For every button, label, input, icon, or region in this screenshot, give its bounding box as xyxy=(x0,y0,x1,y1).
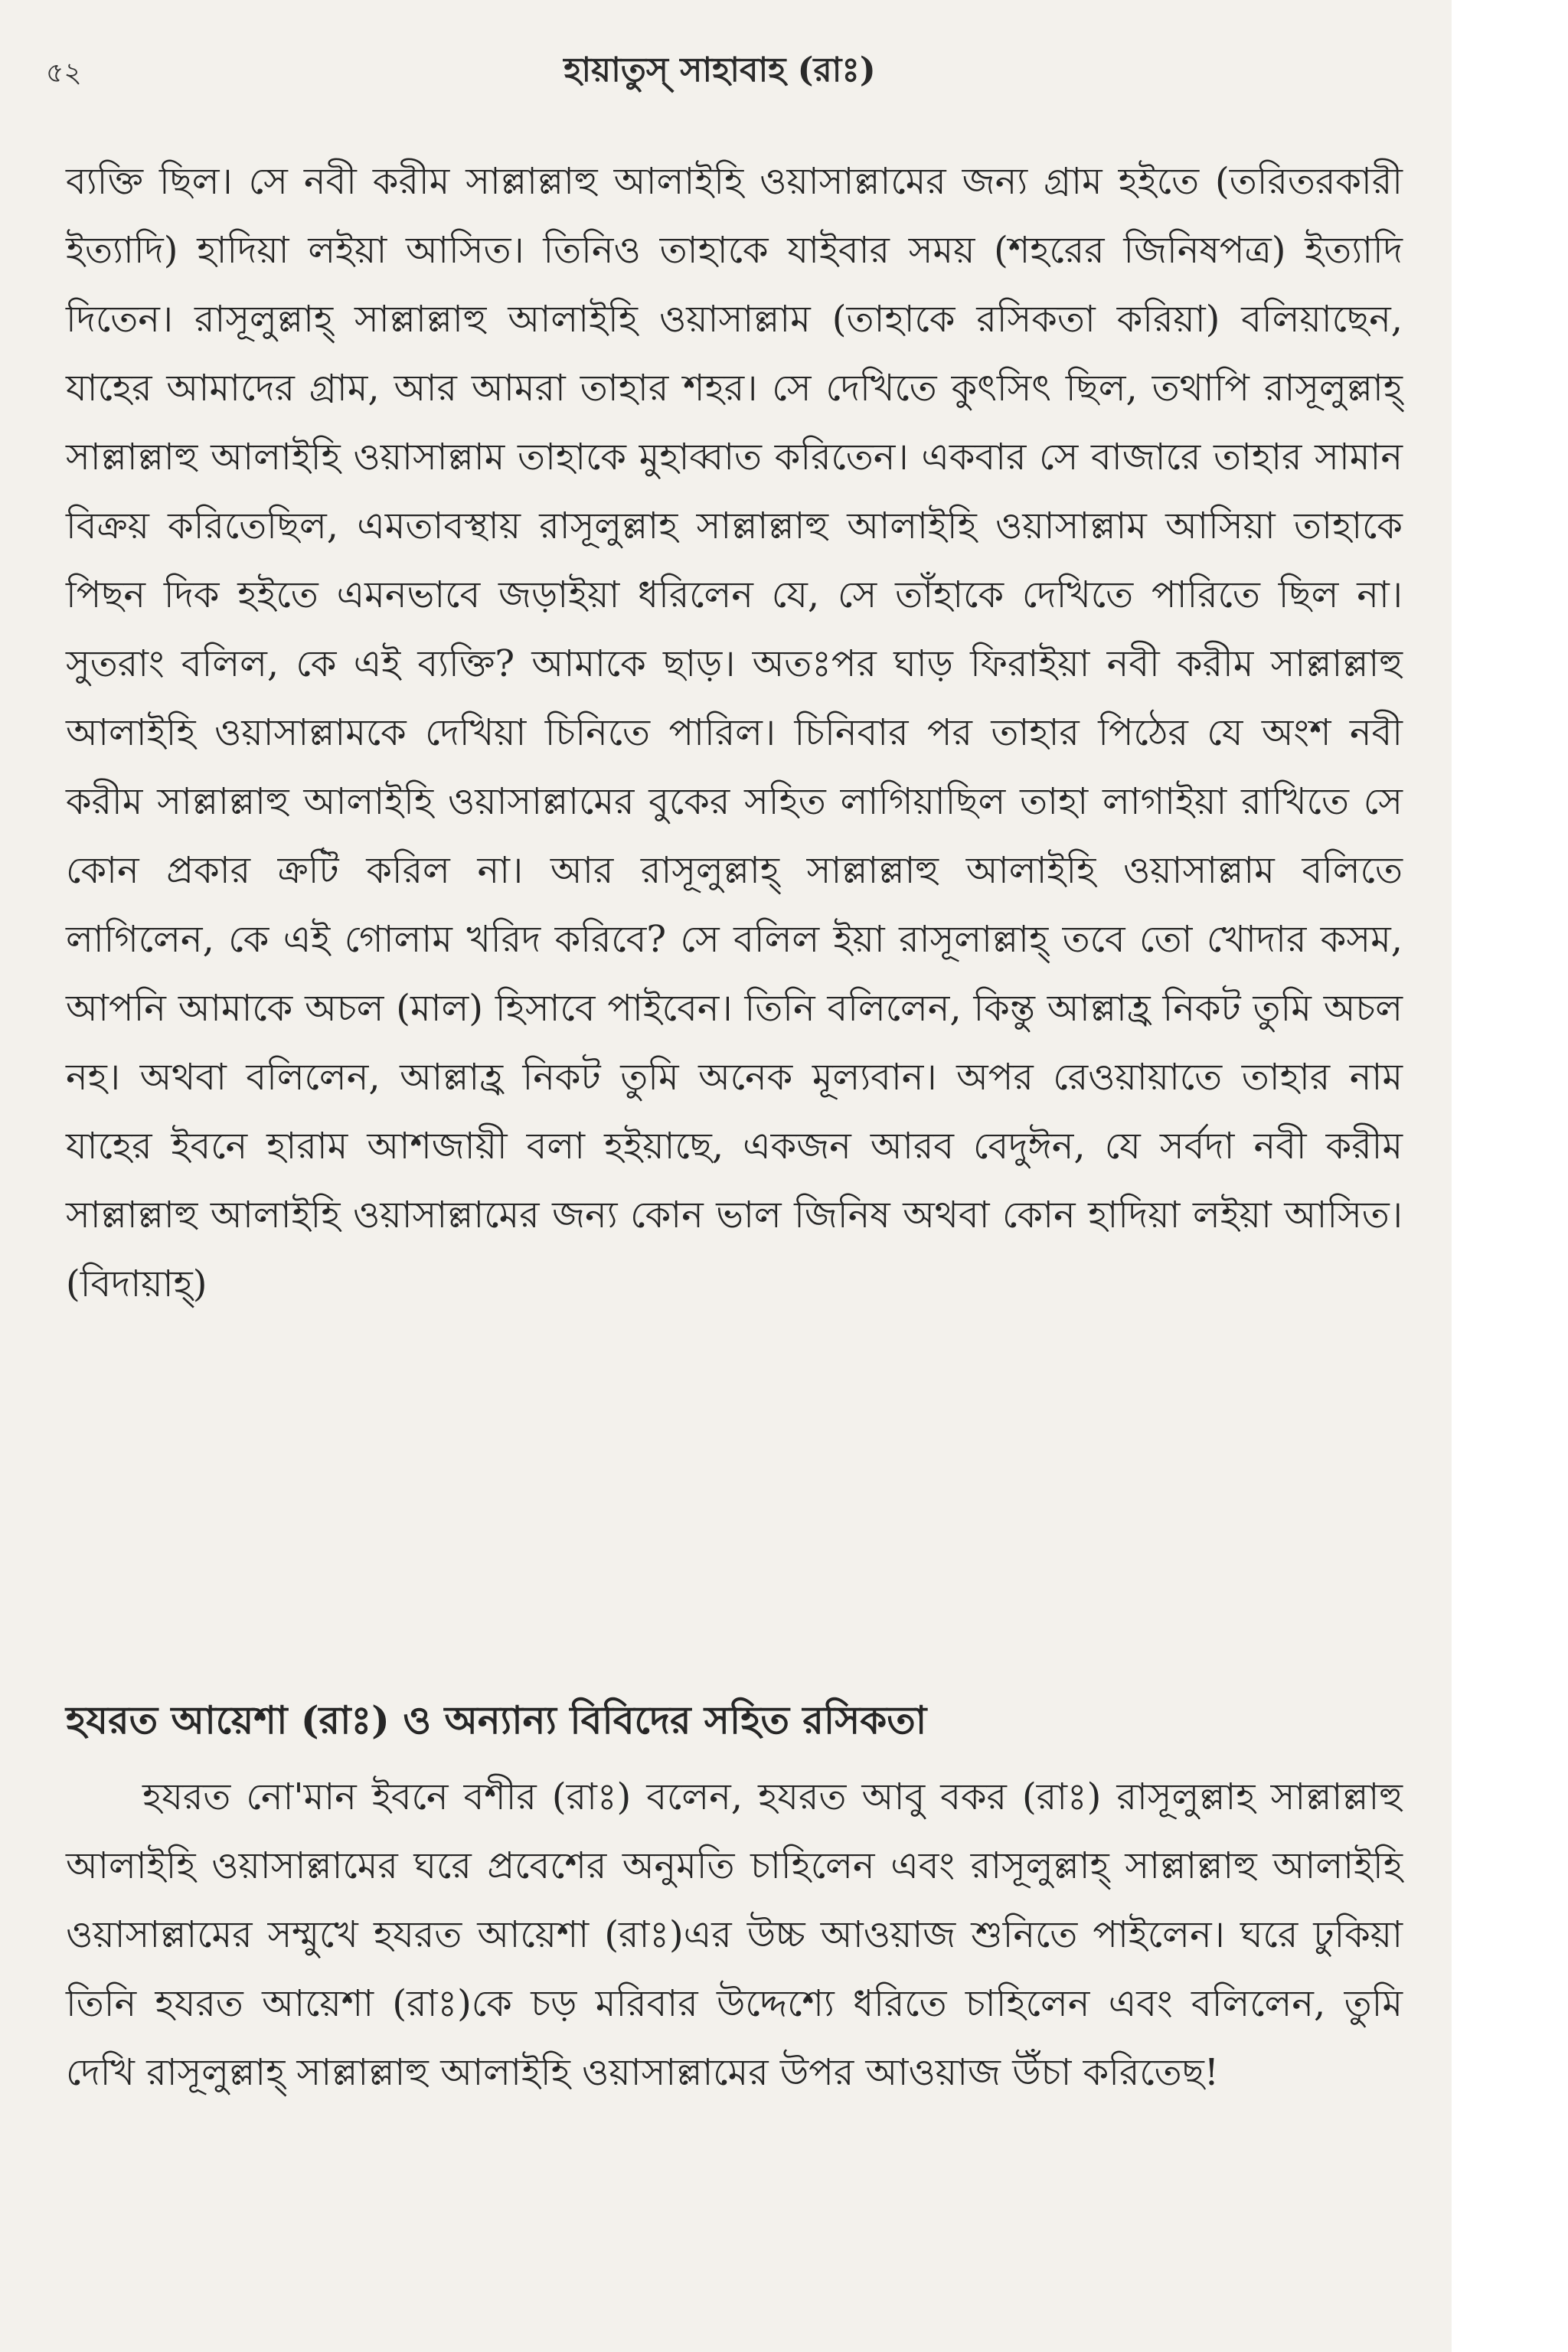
running-title: হায়াতুস্ সাহাবাহ (রাঃ) xyxy=(564,51,876,90)
section-heading: হযরত আয়েশা (রাঃ) ও অন্যান্য বিবিদের সহিত রসিকতা xyxy=(66,1697,927,1743)
body-paragraph: ব্যক্তি ছিল। সে নবী করীম সাল্লাল্লাহু আলাইহি ওয়াসাল্লামের জন্য গ্রাম হইতে (তরিতরকারী ইত্যাদি) হাদিয়া লইয়া আসিত। তিনিও তাহাকে যাইবার সময় (শহরের জিনিষপত্র) ইত্যাদি দিতেন। রাসূলুল্লাহ্ সাল্লাল্লাহু আলাইহি ওয়াসাল্লাম (তাহাকে রসিকতা করিয়া) বলিয়াছেন, যাহের আমাদের গ্রাম, আর আমরা তাহার শহর। সে দেখিতে কুৎসিৎ ছিল, তথাপি রাসূলুল্লাহ্ সাল্লাল্লাহু আলাইহি ওয়াসাল্লাম তাহাকে মুহাব্বাত করিতেন। একবার সে বাজারে তাহার সামান বিক্রয় করিতেছিল, এমতাবস্থায় রাসূলুল্লাহ সাল্লাল্লাহু আলাইহি ওয়াসাল্লাম আসিয়া তাহাকে পিছন দিক হইতে এমনভাবে জড়াইয়া ধরিলেন যে, সে তাঁহাকে দেখিতে পারিতে ছিল না। সুতরাং বলিল, কে এই ব্যক্তি? আমাকে ছাড়। অতঃপর ঘাড় ফিরাইয়া নবী করীম সাল্লাল্লাহু আলাইহি ওয়াসাল্লামকে দেখিয়া চিনিতে পারিল। চিনিবার পর তাহার পিঠের যে অংশ নবী করীম সাল্লাল্লাহু আলাইহি ওয়াসাল্লামের বুকের সহিত লাগিয়াছিল তাহা লাগাইয়া রাখিতে সে কোন প্রকার ক্রটি করিল না। আর রাসূলুল্লাহ্ সাল্লাল্লাহু আলাইহি ওয়াসাল্লাম বলিতে লাগিলেন, কে এই গোলাম খরিদ করিবে? সে বলিল ইয়া রাসূলাল্লাহ্ তবে তো খোদার কসম, আপনি আমাকে অচল (মাল) হিসাবে পাইবেন। তিনি বলিলেন, কিন্তু আল্লাহ্র নিকট তুমি অচল নহ। অথবা বলিলেন, আল্লাহ্র নিকট তুমি অনেক মূল্যবান। অপর রেওয়ায়াতে তাহার নাম যাহের ইবনে হারাম আশজায়ী বলা হইয়াছে, একজন আরব বেদুঈন, যে সর্বদা নবী করীম সাল্লাল্লাহু আলাইহি ওয়াসাল্লামের জন্য কোন ভাল জিনিষ অথবা কোন হাদিয়া লইয়া আসিত। (বিদায়াহ্) xyxy=(66,160,1403,1305)
page-number: ৫২ xyxy=(46,57,82,89)
section-paragraph: হযরত নো'মান ইবনে বশীর (রাঃ) বলেন, হযরত আবু বকর (রাঃ) রাসূলুল্লাহ সাল্লাল্লাহু আলাইহি ওয়াসাল্লামের ঘরে প্রবেশের অনুমতি চাহিলেন এবং রাসূলুল্লাহ্ সাল্লাল্লাহু আলাইহি ওয়াসাল্লামের সম্মুখে হযরত আয়েশা (রাঃ)এর উচ্চ আওয়াজ শুনিতে পাইলেন। ঘরে ঢুকিয়া তিনি হযরত আয়েশা (রাঃ)কে চড় মরিবার উদ্দেশ্যে ধরিতে চাহিলেন এবং বলিলেন, তুমি দেখি রাসূলুল্লাহ্ সাল্লাল্লাহু আলাইহি ওয়াসাল্লামের উপর আওয়াজ উঁচা করিতেছ! xyxy=(66,1775,1403,2094)
page-header xyxy=(46,44,1393,113)
